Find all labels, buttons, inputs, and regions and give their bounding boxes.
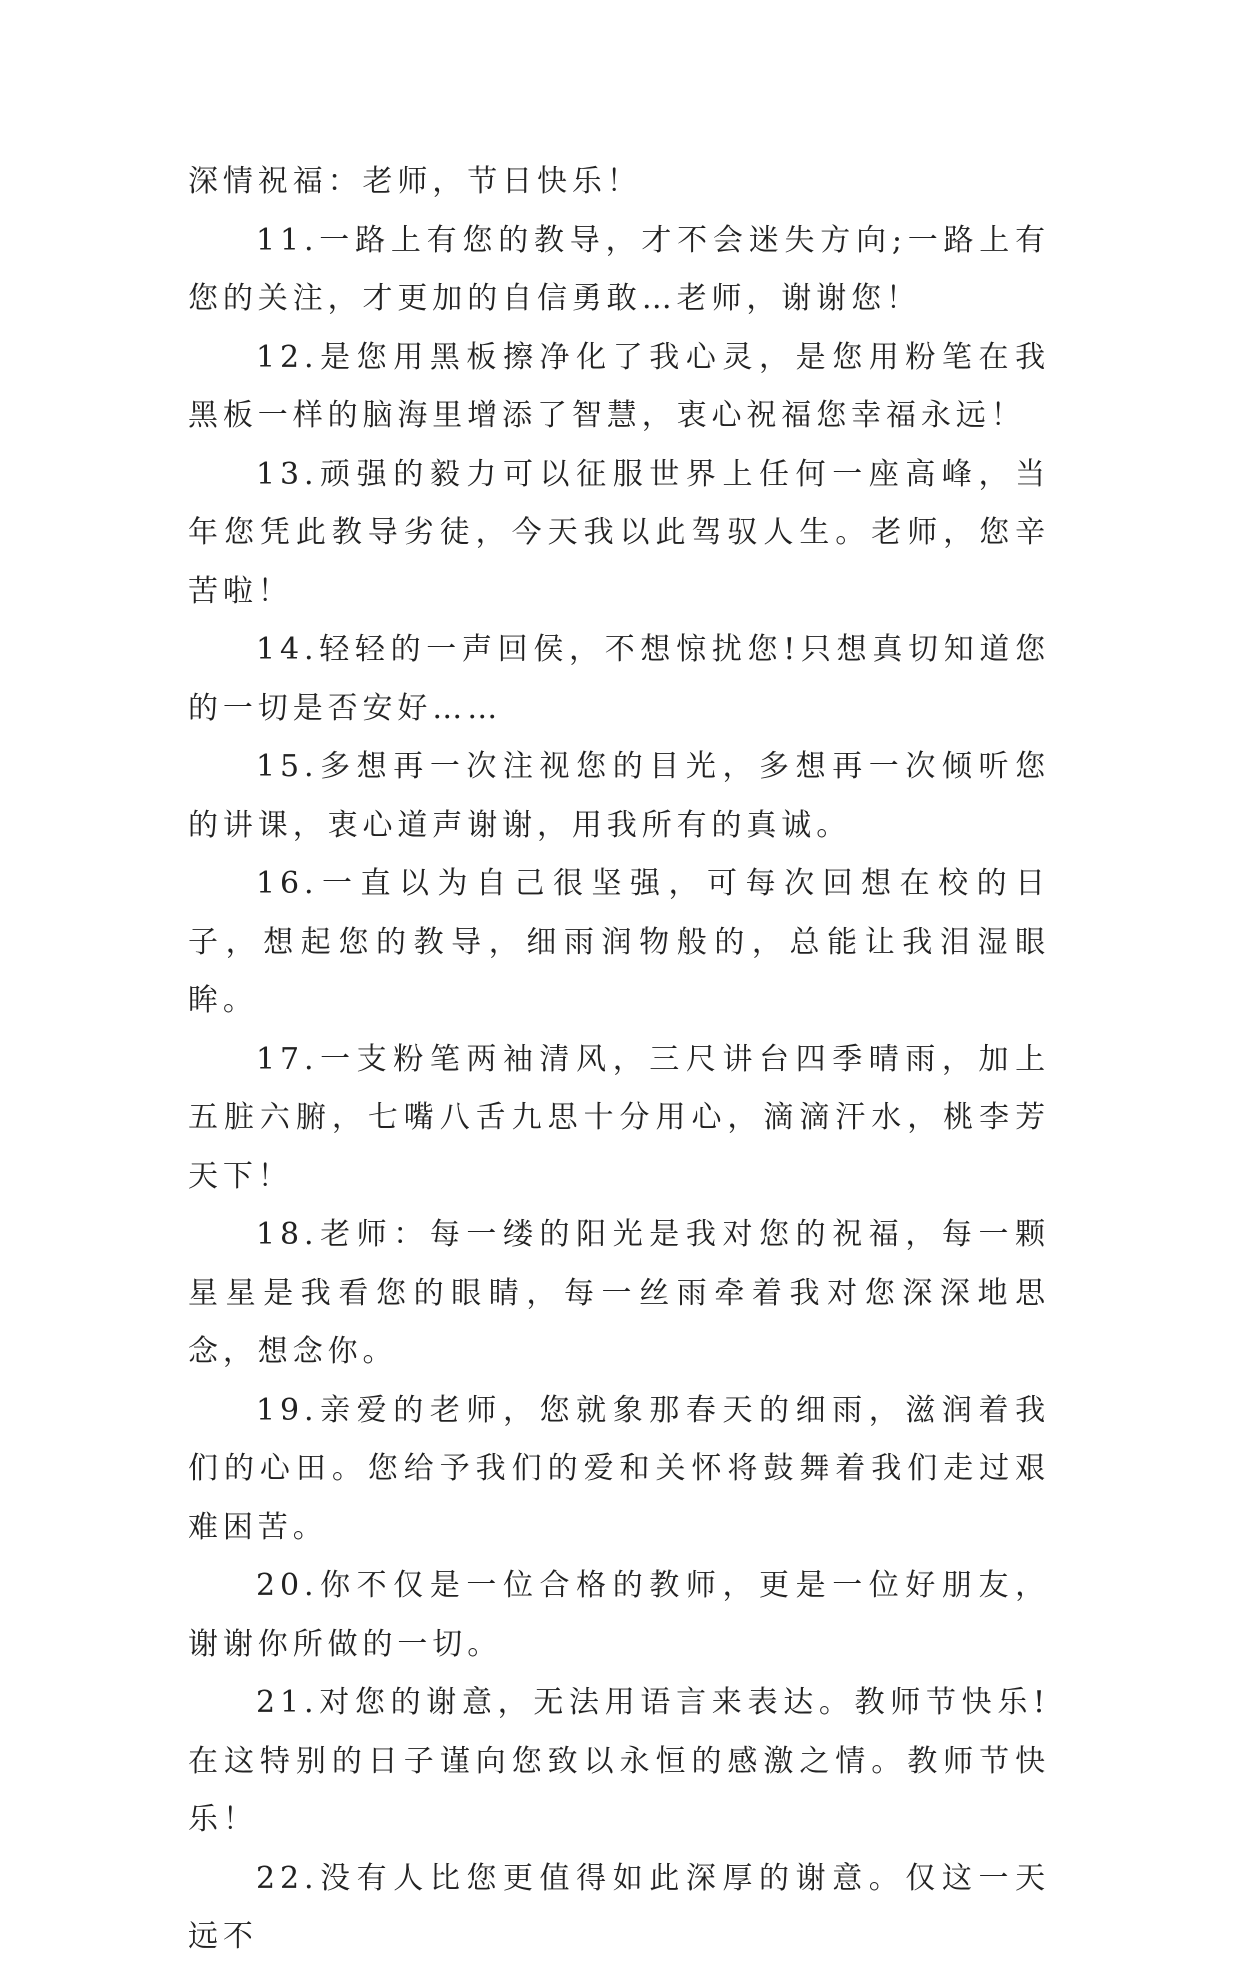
paragraph-item-12: 12.是您用黑板擦净化了我心灵，是您用粉笔在我黑板一样的脑海里增添了智慧，衷心祝福您幸福永远！ (188, 339, 1050, 433)
paragraph-item-21: 21.对您的谢意，无法用语言来表达。教师节快乐!在这特别的日子谨向您致以永恒的感激之情。教师节快乐！ (188, 1685, 1050, 1837)
paragraph-item-17: 17.一支粉笔两袖清风，三尺讲台四季晴雨，加上五脏六腑，七嘴八舌九思十分用心，滴滴汗水，桃李芳天下！ (188, 1041, 1050, 1194)
document-body (188, 153, 1050, 1967)
paragraph-item-19: 19.亲爱的老师，您就象那春天的细雨，滋润着我们的心田。您给予我们的爱和关怀将鼓舞着我们走过艰难困苦。 (188, 1392, 1050, 1545)
paragraph-item-16: 16.一直以为自己很坚强，可每次回想在校的日子，想起您的教导，细雨润物般的，总能让我泪湿眼眸。 (188, 866, 1050, 1018)
paragraph-item-18: 18.老师：每一缕的阳光是我对您的祝福，每一颗星星是我看您的眼睛，每一丝雨牵着我对您深深地思念，想念你。 (188, 1217, 1050, 1369)
paragraph-item-13: 13.顽强的毅力可以征服世界上任何一座高峰，当年您凭此教导劣徒，今天我以此驾驭人生。老师，您辛苦啦！ (188, 456, 1050, 609)
paragraph-item-20: 20.你不仅是一位合格的教师，更是一位好朋友，谢谢你所做的一切。 (188, 1568, 1050, 1662)
paragraph-item-11: 11.一路上有您的教导，才不会迷失方向;一路上有您的关注，才更加的自信勇敢…老师，谢谢您！ (188, 222, 1050, 316)
paragraph-item-15: 15.多想再一次注视您的目光，多想再一次倾听您的讲课，衷心道声谢谢，用我所有的真诚。 (188, 749, 1050, 843)
paragraph-item-22: 22.没有人比您更值得如此深厚的谢意。仅这一天远不 (188, 1860, 1050, 1954)
paragraph-continuation: 深情祝福：老师，节日快乐！ (188, 164, 642, 199)
paragraph-item-14: 14.轻轻的一声回侯，不想惊扰您!只想真切知道您的一切是否安好…… (188, 632, 1050, 726)
